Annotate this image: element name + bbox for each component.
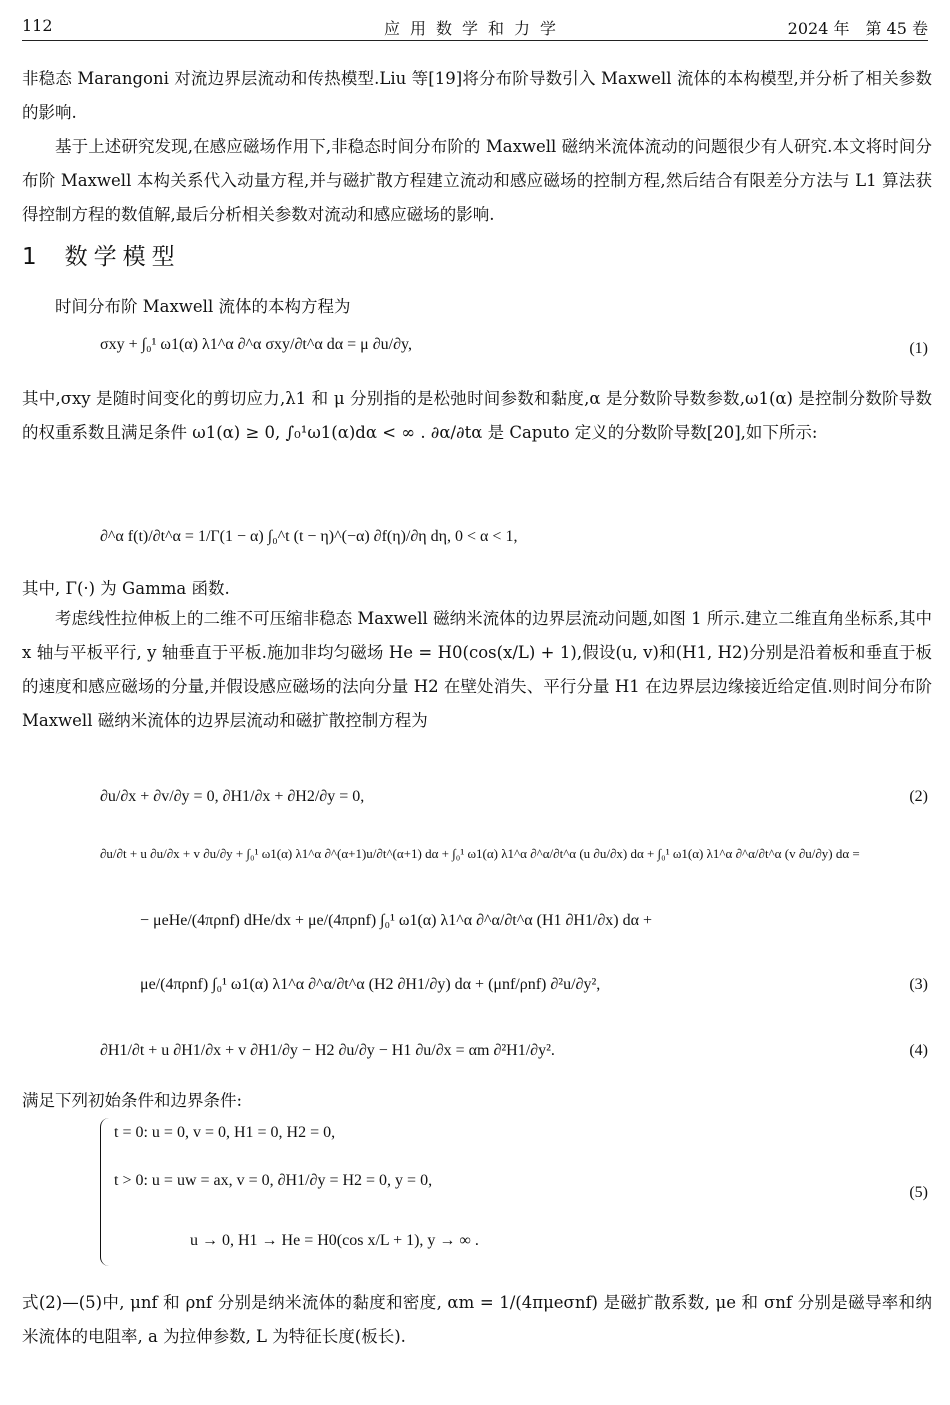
paragraph-2: 时间分布阶 Maxwell 流体的本构方程为 <box>55 297 351 316</box>
equation-number-5: (5) <box>909 1184 928 1201</box>
equation-3-line-3: μe/(4πρnf) ∫₀¹ ω1(α) λ1^α ∂^α/∂t^α (H2 ∂H1/∂y) dα + (μnf/ρnf) ∂²u/∂y², <box>140 976 601 993</box>
paragraph-0: 非稳态 Marangoni 对流边界层流动和传热模型.Liu 等[19]将分布阶导数引入 Maxwell 流体的本构模型,并分析了相关参数的影响. <box>22 69 932 122</box>
equation-number-4: (4) <box>909 1042 928 1059</box>
boundary-condition-1: t = 0: u = 0, v = 0, H1 = 0, H2 = 0, <box>114 1124 336 1141</box>
equation-number-1: (1) <box>909 340 928 357</box>
equation-number-3: (3) <box>909 976 928 993</box>
volume-info: 2024 年 第 45 卷 <box>787 19 928 38</box>
section-number: 1 <box>22 244 37 270</box>
boundary-condition-3: u → 0, H1 → He = H0(cos x/L + 1), y → ∞ . <box>190 1232 479 1249</box>
equation-1: σxy + ∫₀¹ ω1(α) λ1^α ∂^α σxy/∂t^α dα = μ ∂u/∂y, <box>100 336 412 353</box>
equation-4: ∂H1/∂t + u ∂H1/∂x + v ∂H1/∂y − H2 ∂u/∂y − H1 ∂u/∂x = αm ∂²H1/∂y². <box>100 1042 555 1059</box>
equation-number-2: (2) <box>909 788 928 805</box>
section-heading <box>22 238 209 271</box>
caputo-definition: ∂^α f(t)/∂t^α = 1/Γ(1 − α) ∫₀^t (t − η)^(−α) ∂f(η)/∂η dη, 0 < α < 1, <box>100 528 518 545</box>
paragraph-5: 考虑线性拉伸板上的二维不可压缩非稳态 Maxwell 磁纳米流体的边界层流动问题,如图 1 所示.建立二维直角坐标系,其中 x 轴与平板平行, y 轴垂直于平板.施加非均匀磁场 He = H0(cos(x/L) + 1),假设(u, v)和(H1, H2)分别是沿着板和垂直于板的速度和感应磁场的分量,并假设感应磁场的法向分量 H2 在壁处消失、平行分量 H1 在边界层边缘接近给定值.则时间分布阶 Maxwell 磁纳米流体的边界层流动和磁扩散控制方程为 <box>22 609 932 730</box>
paragraph-1: 基于上述研究发现,在感应磁场作用下,非稳态时间分布阶的 Maxwell 磁纳米流体流动的问题很少有人研究.本文将时间分布阶 Maxwell 本构关系代入动量方程,并与磁扩散方程建立流动和感应磁场的控制方程,然后结合有限差分方法与 L1 算法获得控制方程的数值解,最后分析相关参数对流动和感应磁场的影响. <box>22 137 932 224</box>
section-title: 数学模型 <box>64 244 181 270</box>
page-number: 112 <box>22 16 53 35</box>
paragraph-7: 式(2)—(5)中, μnf 和 ρnf 分别是纳米流体的黏度和密度, αm = 1/(4πμeσnf) 是磁扩散系数, μe 和 σnf 分别是磁导率和纳米流体的电阻率, a 为拉伸参数, L 为特征长度(板长). <box>22 1293 932 1346</box>
paragraph-3: 其中,σxy 是随时间变化的剪切应力,λ1 和 μ 分别指的是松弛时间参数和黏度,α 是分数阶导数参数,ω1(α) 是控制分数阶导数的权重系数且满足条件 ω1(α) ≥ 0, ∫₀¹ω1(α)dα < ∞ . ∂α/∂tα 是 Caputo 定义的分数阶导数[20],如下所示: <box>22 389 932 442</box>
paragraph-4: 其中, Γ(·) 为 Gamma 函数. <box>22 579 230 598</box>
equation-3-line-2: − μeHe/(4πρnf) dHe/dx + μe/(4πρnf) ∫₀¹ ω1(α) λ1^α ∂^α/∂t^α (H1 ∂H1/∂x) dα + <box>140 912 653 929</box>
paragraph-6: 满足下列初始条件和边界条件: <box>22 1091 243 1110</box>
left-brace <box>100 1118 109 1266</box>
page-header <box>22 14 928 41</box>
equation-2: ∂u/∂x + ∂v/∂y = 0, ∂H1/∂x + ∂H2/∂y = 0, <box>100 788 365 805</box>
boundary-condition-2: t > 0: u = uw = ax, v = 0, ∂H1/∂y = H2 = 0, y = 0, <box>114 1172 433 1189</box>
equation-3-line-1: ∂u/∂t + u ∂u/∂x + v ∂u/∂y + ∫₀¹ ω1(α) λ1^α ∂^(α+1)u/∂t^(α+1) dα + ∫₀¹ ω1(α) λ1^α ∂^α/∂t^α (u ∂u/∂x) dα + ∫₀¹ ω1(α) λ1^α ∂^α/∂t^α (v ∂u/∂y) dα = <box>100 846 860 861</box>
journal-title: 应用数学和力学 <box>383 19 566 38</box>
